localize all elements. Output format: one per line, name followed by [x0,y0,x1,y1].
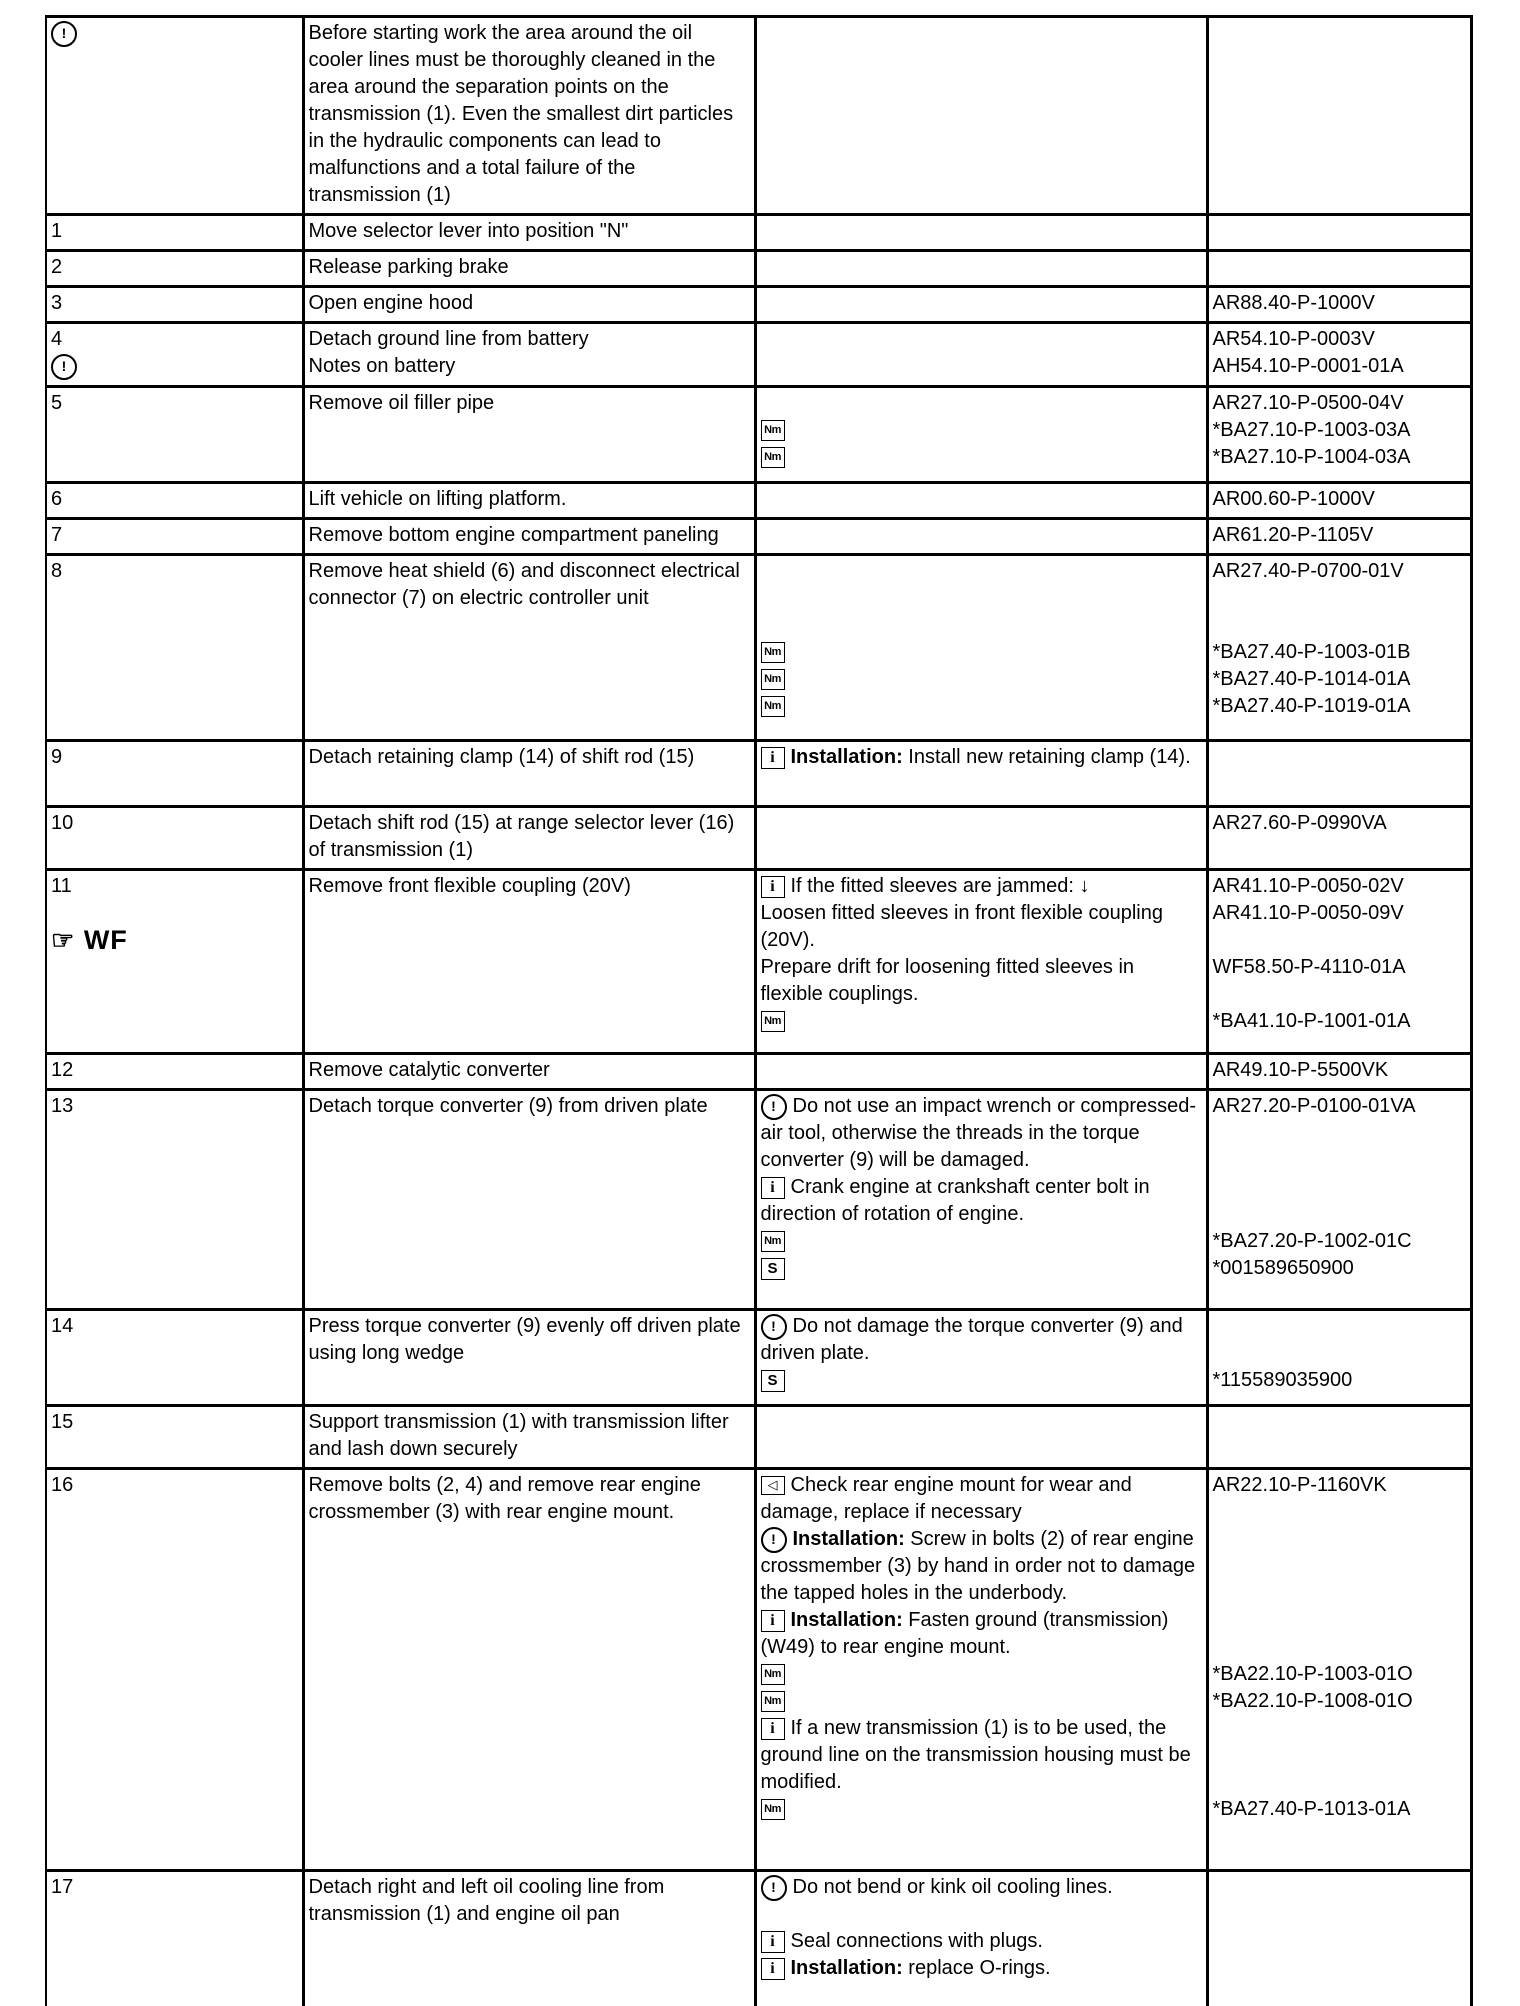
ref-link[interactable]: *BA27.40-P-1013-01A [1212,1798,1411,1820]
notes-cell [755,741,1207,807]
ref-link[interactable]: *BA27.40-P-1014-01A [1212,668,1411,690]
action-cell: Release parking brake [303,251,755,287]
ref-link[interactable]: AR41.10-P-0050-02V [1212,875,1404,897]
notes-cell [755,1406,1207,1469]
refs-cell[interactable]: AR27.60-P-0990VA [1207,807,1471,870]
ref-link[interactable]: WF58.50-P-4110-01A [1212,956,1406,978]
refs-cell[interactable]: AR00.60-P-1000V [1207,483,1471,519]
refs-cell [1207,1406,1471,1469]
installation-label: Installation: [792,1528,905,1550]
ref-link[interactable]: *BA27.20-P-1002-01C [1212,1230,1412,1252]
ref-link[interactable]: *115589035900 [1212,1369,1353,1391]
note-text: replace O-rings. [908,1957,1051,1979]
torque-icon: Nm [761,669,785,690]
arrow-down-icon: ↓ [1079,875,1090,897]
table-row [46,1054,1471,1090]
step-cell: 14 [46,1310,303,1406]
step-cell: 15 [46,1406,303,1469]
action-cell: Move selector lever into position "N" [303,215,755,251]
action-cell [303,323,755,387]
table-row [46,1090,1471,1310]
refs-cell [1207,1871,1471,2006]
warning-icon: ! [51,354,77,380]
ref-link[interactable]: AR22.10-P-1160VK [1212,1474,1387,1496]
notes-cell [755,287,1207,323]
step-cell: 16 [46,1469,303,1871]
step-cell: 6 [46,483,303,519]
installation-label: Installation: [790,746,903,768]
step-cell: 10 [46,807,303,870]
action-cell: Remove catalytic converter [303,1054,755,1090]
table-row [46,870,1471,1054]
note-text: Do not use an impact wrench or compressed-air tool, otherwise the threads in the torque converter (9) will be damaged. [760,1095,1197,1171]
ref-link[interactable]: *BA22.10-P-1008-01O [1212,1690,1413,1712]
installation-label: Installation: [790,1609,903,1631]
table-row [46,1469,1471,1871]
wf-label: WF [83,925,128,955]
refs-cell[interactable]: AR49.10-P-5500VK [1207,1054,1471,1090]
notes-cell [755,251,1207,287]
notes-cell [755,483,1207,519]
refs-cell[interactable]: AR61.20-P-1105V [1207,519,1471,555]
table-row [46,215,1471,251]
notes-cell [755,1310,1207,1406]
info-icon: i [761,1610,785,1632]
note-text: Loosen fitted sleeves in front flexible coupling (20V). [760,902,1163,951]
notes-cell [755,387,1207,483]
step-cell: 3 [46,287,303,323]
refs-cell [1207,17,1471,215]
notes-cell [755,17,1207,215]
table-row [46,555,1471,741]
step-number: 11 [51,875,72,897]
note-text: Fasten ground (transmission) (W49) to rear engine mount. [760,1609,1169,1658]
action-cell: Remove heat shield (6) and disconnect electrical connector (7) on electric controller unit [303,555,755,741]
note-text: Prepare drift for loosening fitted sleeves in flexible couplings. [760,956,1135,1005]
step-cell: 9 [46,741,303,807]
ref-link[interactable]: *BA41.10-P-1001-01A [1212,1010,1411,1032]
step-cell [46,870,303,1054]
info-icon: i [761,876,785,898]
torque-icon: Nm [761,642,785,663]
action-cell: Remove bolts (2, 4) and remove rear engine crossmember (3) with rear engine mount. [303,1469,755,1871]
special-tool-icon: S [761,1258,785,1280]
ref-link[interactable]: *BA27.10-P-1003-03A [1212,419,1411,441]
table-row [46,387,1471,483]
warning-icon: ! [761,1527,787,1553]
table-row [46,323,1471,387]
notes-cell [755,807,1207,870]
note-text: If the fitted sleeves are jammed: [790,875,1074,897]
torque-icon: Nm [761,1011,785,1032]
notes-cell [755,870,1207,1054]
table-row [46,519,1471,555]
notes-cell [755,1054,1207,1090]
installation-label: Installation: [790,1957,903,1979]
refs-cell [1207,555,1471,741]
notes-cell [755,323,1207,387]
note-text: Check rear engine mount for wear and damage, replace if necessary [760,1474,1132,1523]
refs-cell [1207,1090,1471,1310]
action-cell: Remove front flexible coupling (20V) [303,870,755,1054]
table-row [46,17,1471,215]
info-icon: i [761,1718,785,1740]
table-row [46,287,1471,323]
warning-icon: ! [761,1875,787,1901]
ref-link[interactable]: AR27.40-P-0700-01V [1212,560,1404,582]
special-tool-icon: S [761,1370,785,1392]
action-cell: Remove bottom engine compartment paneling [303,519,755,555]
refs-cell [1207,215,1471,251]
info-icon: i [761,747,785,769]
ref-link[interactable]: *BA27.40-P-1019-01A [1212,695,1411,717]
ref-link[interactable]: *001589650900 [1212,1257,1354,1279]
action-cell: Lift vehicle on lifting platform. [303,483,755,519]
step-number: 4 [51,328,63,350]
procedure-table-container [45,15,1470,2006]
workshop-equipment-badge [51,925,128,955]
ref-link[interactable]: AR54.10-P-0003V [1212,328,1375,350]
refs-cell[interactable]: AR88.40-P-1000V [1207,287,1471,323]
table-row [46,483,1471,519]
table-row [46,1871,1471,2006]
torque-icon: Nm [761,696,785,717]
table-row [46,1406,1471,1469]
torque-icon: Nm [761,1231,785,1252]
note-text: Install new retaining clamp (14). [908,746,1191,768]
action-cell: Detach right and left oil cooling line from transmission (1) and engine oil pan [303,1871,755,2006]
torque-icon: Nm [761,420,785,441]
visual-check-icon: ◁ [761,1476,785,1495]
ref-link[interactable]: AH54.10-P-0001-01A [1212,355,1404,377]
note-text: Do not damage the torque converter (9) and driven plate. [760,1315,1183,1364]
action-cell [303,17,755,215]
step-cell: 13 [46,1090,303,1310]
torque-icon: Nm [761,1664,785,1685]
action-cell: Press torque converter (9) evenly off driven plate using long wedge [303,1310,755,1406]
step-cell: 8 [46,555,303,741]
action-text: Detach ground line from battery [308,328,589,350]
refs-cell [1207,1469,1471,1871]
step-cell [46,17,303,215]
notes-cell [755,1871,1207,2006]
refs-cell [1207,323,1471,387]
pointing-hand-icon: ☞ [51,925,76,955]
warning-icon: ! [761,1094,787,1120]
table-row [46,741,1471,807]
table-row [46,807,1471,870]
note-text: Crank engine at crankshaft center bolt in direction of rotation of engine. [760,1176,1150,1225]
note-text: Seal connections with plugs. [790,1930,1043,1952]
refs-cell [1207,1310,1471,1406]
ref-link[interactable]: AR27.10-P-0500-04V [1212,392,1404,414]
action-cell: Support transmission (1) with transmission lifter and lash down securely [303,1406,755,1469]
table-row [46,251,1471,287]
notes-cell [755,555,1207,741]
step-cell: 1 [46,215,303,251]
action-text: Notes on battery [308,355,456,377]
step-cell: 5 [46,387,303,483]
note-text: Do not bend or kink oil cooling lines. [792,1876,1113,1898]
info-icon: i [761,1177,785,1199]
refs-cell [1207,741,1471,807]
ref-link[interactable]: *BA27.10-P-1004-03A [1212,446,1411,468]
ref-link[interactable]: *BA22.10-P-1003-01O [1212,1663,1413,1685]
refs-cell [1207,251,1471,287]
step-cell: 2 [46,251,303,287]
torque-icon: Nm [761,1691,785,1712]
action-cell: Detach torque converter (9) from driven plate [303,1090,755,1310]
refs-cell [1207,870,1471,1054]
action-cell: Open engine hood [303,287,755,323]
notes-cell [755,519,1207,555]
ref-link[interactable]: AR27.20-P-0100-01VA [1212,1095,1416,1117]
step-cell: 17 [46,1871,303,2006]
ref-link[interactable]: AR41.10-P-0050-09V [1212,902,1404,924]
note-text: Screw in bolts (2) of rear engine crossmember (3) by hand in order not to damage the tapped holes in the underbody. [760,1528,1196,1604]
step-cell [46,323,303,387]
notes-cell [755,1090,1207,1310]
info-icon: i [761,1931,785,1953]
note-text: If a new transmission (1) is to be used, the ground line on the transmission housing must be modified. [760,1717,1191,1793]
step-cell: 12 [46,1054,303,1090]
warning-icon: ! [51,21,77,47]
procedure-table [45,15,1473,2006]
notes-cell [755,1469,1207,1871]
refs-cell [1207,387,1471,483]
torque-icon: Nm [761,447,785,468]
table-row [46,1310,1471,1406]
action-cell: Detach retaining clamp (14) of shift rod (15) [303,741,755,807]
torque-icon: Nm [761,1799,785,1820]
info-icon: i [761,1958,785,1980]
notes-cell [755,215,1207,251]
warning-icon: ! [761,1314,787,1340]
ref-link[interactable]: *BA27.40-P-1003-01B [1212,641,1411,663]
action-cell: Detach shift rod (15) at range selector lever (16) of transmission (1) [303,807,755,870]
action-text: Before starting work the area around the oil cooler lines must be thoroughly cleaned in the area around the separation points on the transmission (1). Even the smallest dirt particles in the hydraulic components can lead to malfunctions and a total failure of the transmission (1) [308,22,734,206]
action-cell: Remove oil filler pipe [303,387,755,483]
step-cell: 7 [46,519,303,555]
